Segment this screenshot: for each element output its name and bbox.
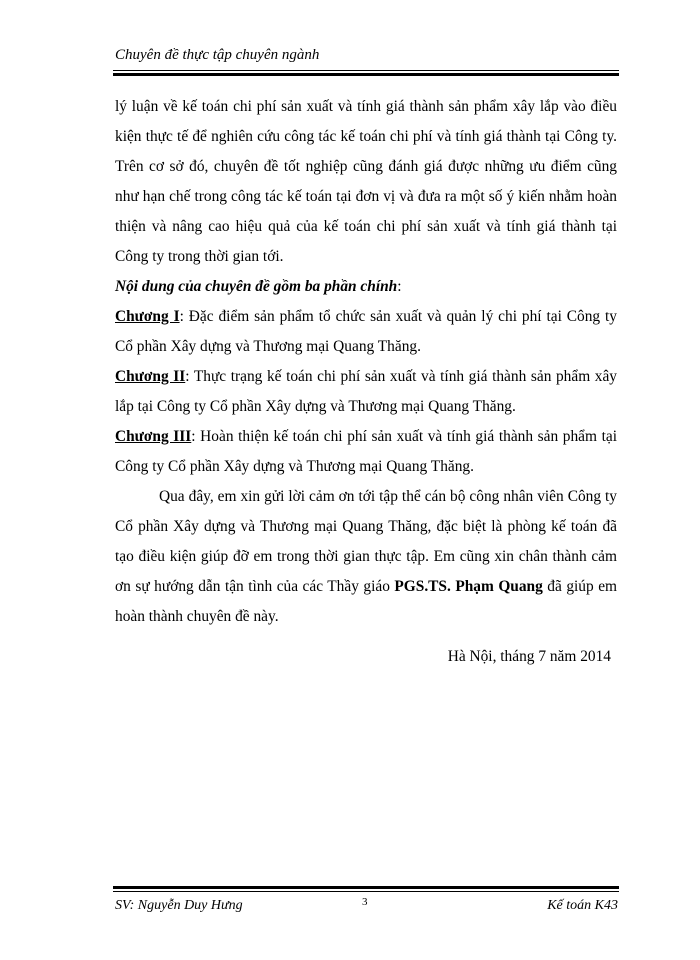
chapter-item [115,302,617,362]
contents-heading-text: Nội dung của chuyên đề gồm ba phần chính [115,278,398,295]
footer-rule-thick [113,886,619,889]
chapter-item [115,422,617,482]
chapter-item [115,362,617,422]
thanks-text-end: đã giúp em hoàn thành chuyên đề này. [115,578,618,625]
thanks-text: Qua đây, em xin gửi lời cảm ơn tới tập thể cán bộ công nhân viên Công ty Cổ phần Xây dựng và Thương mại Quang Thăng, đặc biệt là phòng kế toán đã tạo điều kiện giúp đỡ em trong thời gian thực tập. Em cũng xin chân thành cảm ơn sự hướng dẫn tận tình của các Thầy giáo [115,488,617,595]
header-rule-thin [113,70,619,71]
signature-date: Hà Nội, tháng 7 năm 2014 [447,648,611,665]
header-rule-thick [113,73,619,76]
thanks-paragraph [115,482,617,632]
chapter-label: Chương I [115,308,180,325]
advisor-name: PGS.TS. Phạm Quang [394,578,543,595]
header-title: Chuyên đề thực tập chuyên ngành [115,47,320,63]
body-text [115,92,617,672]
chapter-text: : Đặc điểm sản phẩm tổ chức sản xuất và quản lý chi phí tại Công ty Cổ phần Xây dựng và Thương mại Quang Thăng. [115,308,617,355]
intro-paragraph: lý luận về kế toán chi phí sản xuất và tính giá thành sản phẩm xây lắp vào điều kiện thực tế để nghiên cứu công tác kế toán chi phí và tính giá thành tại Công ty. Trên cơ sở đó, chuyên đề tốt nghiệp cũng đánh giá được những ưu điểm cũng như hạn chế trong công tác kế toán tại đơn vị và đưa ra một số ý kiến nhằm hoàn thiện và nâng cao hiệu quả của kế toán chi phí sản xuất và tính giá thành tại Công ty trong thời gian tới. [115,98,617,265]
contents-heading [115,272,617,302]
footer-rule-thin [113,891,619,892]
contents-heading-colon: : [397,278,402,295]
chapter-label: Chương III [115,428,192,445]
chapter-text: : Thực trạng kế toán chi phí sản xuất và tính giá thành sản phẩm xây lắp tại Công ty Cổ phần Xây dựng và Thương mại Quang Thăng. [115,368,617,415]
chapter-label: Chương II [115,368,186,385]
footer-page-number: 3 [362,896,368,908]
footer-student-name: SV: Nguyễn Duy Hưng [115,898,243,913]
chapter-text: : Hoàn thiện kế toán chi phí sản xuất và tính giá thành sản phẩm tại Công ty Cổ phần Xây dựng và Thương mại Quang Thăng. [115,428,617,475]
footer-department: Kế toán K43 [547,898,618,913]
